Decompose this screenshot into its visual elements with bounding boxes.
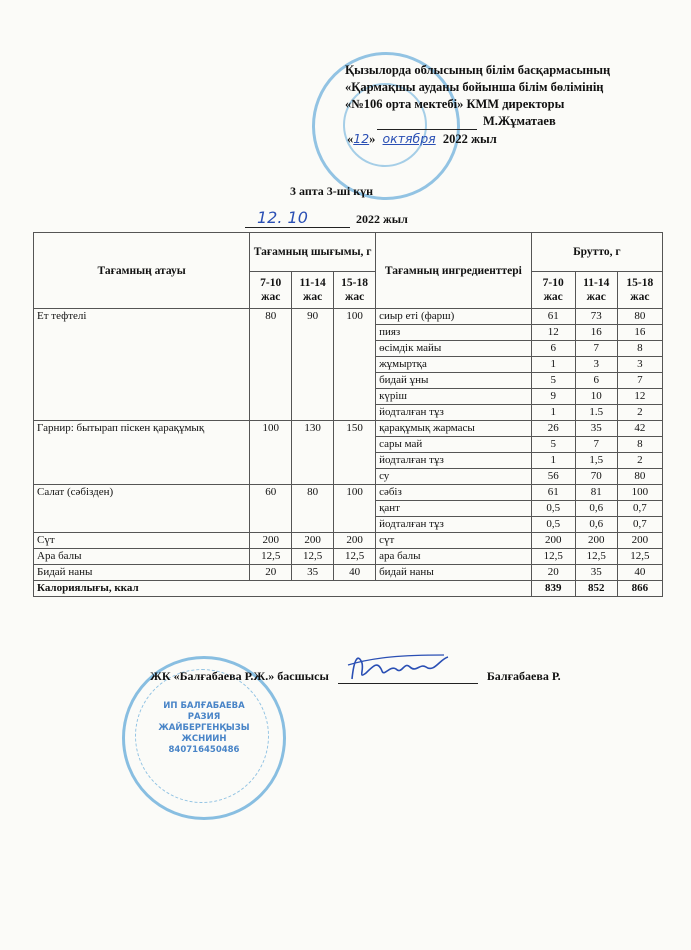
portion-value: 100 bbox=[334, 309, 376, 421]
approval-line: «Қармақшы ауданы бойынша білім бөлімінің bbox=[345, 80, 604, 94]
ingredient-name: сүт bbox=[376, 533, 532, 549]
portion-value: 150 bbox=[334, 421, 376, 485]
gross-value: 100 bbox=[617, 485, 662, 501]
gross-value: 12,5 bbox=[617, 549, 662, 565]
portion-value: 100 bbox=[250, 421, 292, 485]
header-ingredients: Тағамның ингредиенттері bbox=[376, 233, 532, 309]
ingredient-name: ара балы bbox=[376, 549, 532, 565]
portion-value: 35 bbox=[292, 565, 334, 581]
portion-value: 40 bbox=[334, 565, 376, 581]
portion-value: 200 bbox=[334, 533, 376, 549]
gross-value: 16 bbox=[575, 325, 617, 341]
approval-year: 2022 жыл bbox=[442, 132, 497, 146]
stamp-text: ИП БАЛҒАБАЕВА bbox=[163, 701, 245, 711]
gross-value: 56 bbox=[531, 469, 575, 485]
gross-value: 10 bbox=[575, 389, 617, 405]
portion-value: 12,5 bbox=[334, 549, 376, 565]
gross-value: 0,5 bbox=[531, 501, 575, 517]
gross-value: 12 bbox=[531, 325, 575, 341]
gross-value: 1 bbox=[531, 357, 575, 373]
menu-table bbox=[33, 232, 663, 597]
ingredient-name: қант bbox=[376, 501, 532, 517]
approval-day: 12 bbox=[353, 131, 370, 146]
gross-value: 200 bbox=[575, 533, 617, 549]
ingredient-name: йодталған тұз bbox=[376, 405, 532, 421]
gross-value: 7 bbox=[575, 341, 617, 357]
gross-value: 12,5 bbox=[575, 549, 617, 565]
gross-value: 12,5 bbox=[531, 549, 575, 565]
gross-value: 7 bbox=[575, 437, 617, 453]
ingredient-name: су bbox=[376, 469, 532, 485]
total-value: 839 bbox=[531, 581, 575, 597]
gross-value: 0,7 bbox=[617, 517, 662, 533]
header-age: 15-18 жас bbox=[617, 272, 662, 309]
ingredient-name: сәбіз bbox=[376, 485, 532, 501]
gross-value: 7 bbox=[617, 373, 662, 389]
approval-month: октября bbox=[382, 131, 436, 146]
footer-title: ЖК «Балғабаева Р.Ж.» басшысы bbox=[150, 669, 329, 683]
dish-name: Салат (сәбізден) bbox=[34, 485, 250, 533]
gross-value: 0,6 bbox=[575, 501, 617, 517]
gross-value: 20 bbox=[531, 565, 575, 581]
gross-value: 26 bbox=[531, 421, 575, 437]
gross-value: 80 bbox=[617, 309, 662, 325]
ingredient-name: пияз bbox=[376, 325, 532, 341]
gross-value: 35 bbox=[575, 565, 617, 581]
portion-value: 60 bbox=[250, 485, 292, 533]
gross-value: 1 bbox=[531, 405, 575, 421]
gross-value: 12 bbox=[617, 389, 662, 405]
gross-value: 5 bbox=[531, 437, 575, 453]
gross-value: 6 bbox=[575, 373, 617, 389]
gross-value: 6 bbox=[531, 341, 575, 357]
table-row bbox=[34, 421, 663, 437]
table-row bbox=[34, 549, 663, 565]
total-label: Калориялығы, ккал bbox=[34, 581, 532, 597]
table-row bbox=[34, 485, 663, 501]
approval-line: Қызылорда облысының білім басқармасының bbox=[345, 63, 611, 77]
portion-value: 20 bbox=[250, 565, 292, 581]
gross-value: 5 bbox=[531, 373, 575, 389]
ingredient-name: өсімдік майы bbox=[376, 341, 532, 357]
gross-value: 2 bbox=[617, 453, 662, 469]
director-name: М.Жұматаев bbox=[483, 114, 556, 128]
stamp-text: 840716450486 bbox=[168, 745, 240, 755]
gross-value: 61 bbox=[531, 485, 575, 501]
signature-line bbox=[338, 669, 478, 684]
header-portion: Тағамның шығымы, г bbox=[250, 233, 376, 272]
portion-value: 100 bbox=[334, 485, 376, 533]
table-row bbox=[34, 565, 663, 581]
gross-value: 42 bbox=[617, 421, 662, 437]
portion-value: 90 bbox=[292, 309, 334, 421]
ingredient-name: бидай наны bbox=[376, 565, 532, 581]
ingredient-name: жұмыртқа bbox=[376, 357, 532, 373]
gross-value: 0,5 bbox=[531, 517, 575, 533]
gross-value: 3 bbox=[617, 357, 662, 373]
ingredient-name: йодталған тұз bbox=[376, 517, 532, 533]
gross-value: 0,6 bbox=[575, 517, 617, 533]
gross-value: 73 bbox=[575, 309, 617, 325]
stamp-text: ЖАЙБЕРГЕНҚЫЗЫ bbox=[158, 723, 250, 733]
gross-value: 200 bbox=[531, 533, 575, 549]
header-age: 15-18 жас bbox=[334, 272, 376, 309]
header-age: 7-10 жас bbox=[250, 272, 292, 309]
week-label: 3 апта 3-ші күн bbox=[290, 184, 374, 198]
ingredient-name: қарақұмық жармасы bbox=[376, 421, 532, 437]
portion-value: 80 bbox=[292, 485, 334, 533]
signature-icon bbox=[344, 649, 464, 689]
gross-value: 200 bbox=[617, 533, 662, 549]
total-value: 852 bbox=[575, 581, 617, 597]
stamp-text: ЖСНИИН bbox=[181, 734, 227, 744]
ingredient-name: сиыр еті (фарш) bbox=[376, 309, 532, 325]
menu-year: 2022 жыл bbox=[356, 212, 408, 226]
portion-value: 12,5 bbox=[250, 549, 292, 565]
dish-name: Гарнир: бытырап піскен қарақұмық bbox=[34, 421, 250, 485]
gross-value: 35 bbox=[575, 421, 617, 437]
ingredient-name: йодталған тұз bbox=[376, 453, 532, 469]
dish-name: Ет тефтелі bbox=[34, 309, 250, 421]
gross-value: 81 bbox=[575, 485, 617, 501]
stamp-text: РАЗИЯ bbox=[187, 712, 221, 722]
gross-value: 9 bbox=[531, 389, 575, 405]
portion-value: 200 bbox=[250, 533, 292, 549]
gross-value: 2 bbox=[617, 405, 662, 421]
gross-value: 16 bbox=[617, 325, 662, 341]
gross-value: 1 bbox=[531, 453, 575, 469]
ingredient-name: сары май bbox=[376, 437, 532, 453]
gross-value: 0,7 bbox=[617, 501, 662, 517]
dish-name: Сүт bbox=[34, 533, 250, 549]
dish-name: Бидай наны bbox=[34, 565, 250, 581]
portion-value: 12,5 bbox=[292, 549, 334, 565]
ingredient-name: бидай ұны bbox=[376, 373, 532, 389]
gross-value: 1,5 bbox=[575, 453, 617, 469]
header-age: 11-14 жас bbox=[575, 272, 617, 309]
approval-block: Қызылорда облысының білім басқармасының «Қармақшы ауданы бойынша білім бөлімінің «№106 орта мектебі» КММ директоры М.Жұматаев «12» октября 2022 жыл bbox=[345, 62, 675, 148]
ingredient-name: күріш bbox=[376, 389, 532, 405]
header-age: 11-14 жас bbox=[292, 272, 334, 309]
table-row bbox=[34, 309, 663, 325]
portion-value: 130 bbox=[292, 421, 334, 485]
gross-value: 70 bbox=[575, 469, 617, 485]
dish-name: Ара балы bbox=[34, 549, 250, 565]
header-age: 7-10 жас bbox=[531, 272, 575, 309]
table-row bbox=[34, 533, 663, 549]
approval-line: «№106 орта мектебі» КММ директоры bbox=[345, 97, 565, 111]
total-value: 866 bbox=[617, 581, 662, 597]
gross-value: 3 bbox=[575, 357, 617, 373]
footer-name: Балғабаева Р. bbox=[486, 669, 561, 683]
menu-date bbox=[245, 208, 408, 228]
handwritten-date: 12. 10 bbox=[245, 208, 350, 228]
header-dish: Тағамның атауы bbox=[34, 233, 250, 309]
gross-value: 8 bbox=[617, 341, 662, 357]
gross-value: 1.5 bbox=[575, 405, 617, 421]
gross-value: 80 bbox=[617, 469, 662, 485]
gross-value: 61 bbox=[531, 309, 575, 325]
footer-signature bbox=[150, 669, 561, 684]
gross-value: 40 bbox=[617, 565, 662, 581]
header-gross: Брутто, г bbox=[531, 233, 662, 272]
portion-value: 200 bbox=[292, 533, 334, 549]
total-row bbox=[34, 581, 663, 597]
portion-value: 80 bbox=[250, 309, 292, 421]
gross-value: 8 bbox=[617, 437, 662, 453]
